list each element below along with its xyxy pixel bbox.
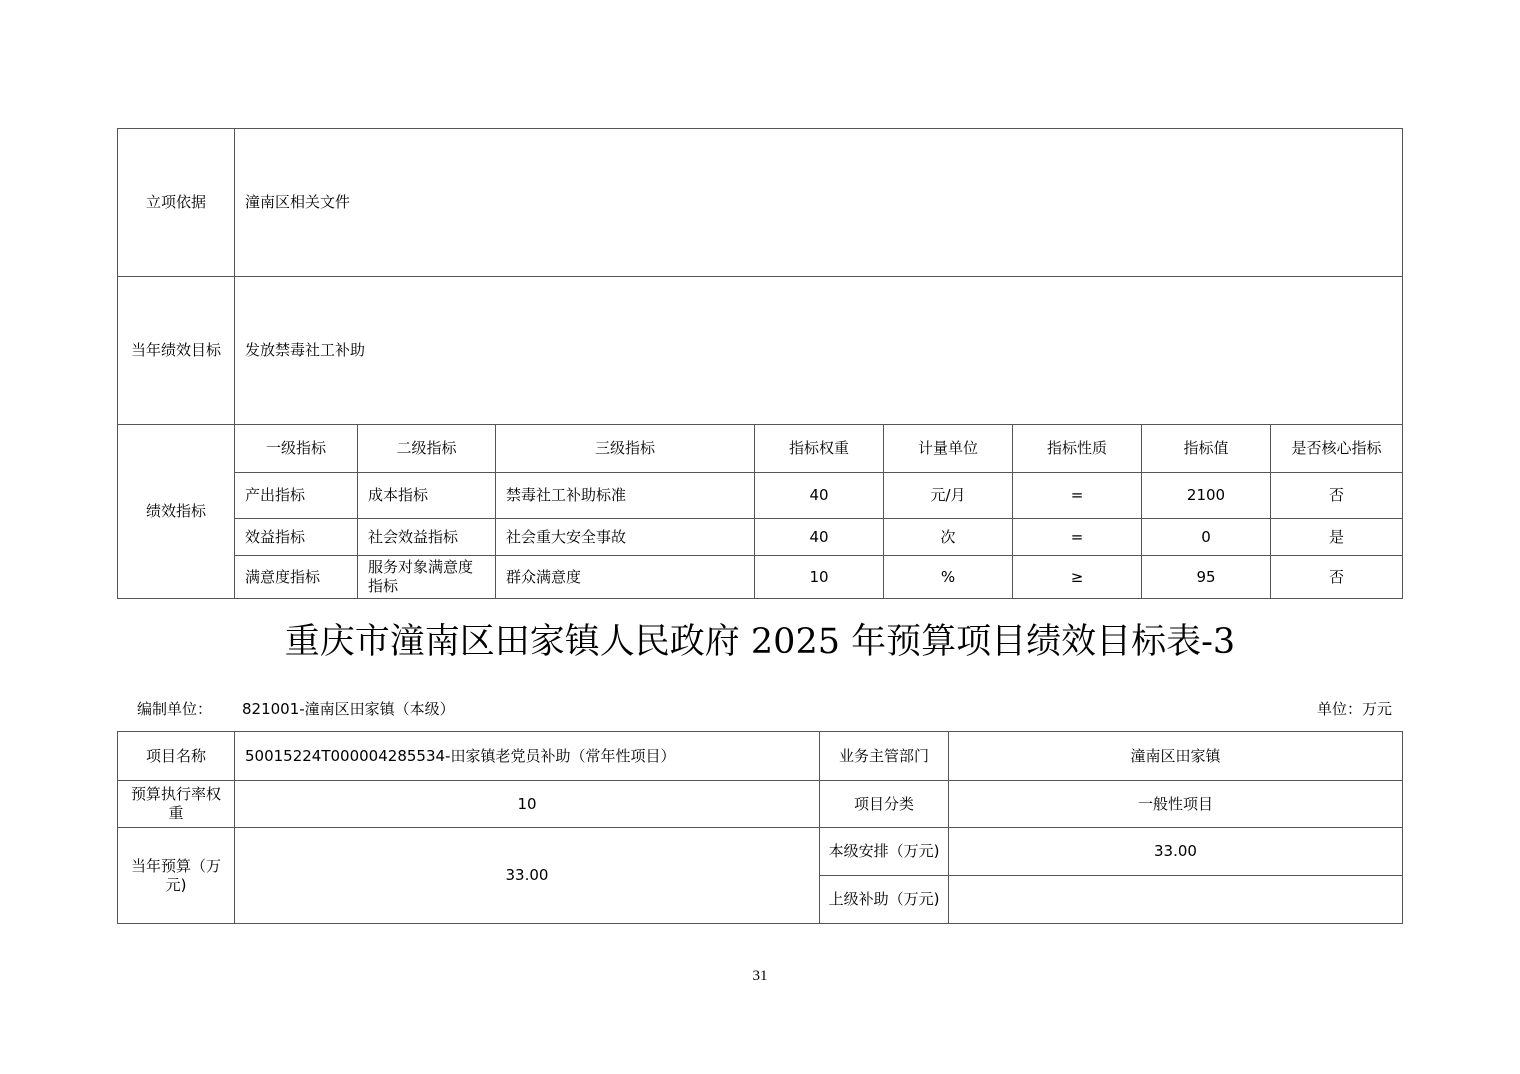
header-cell: 是否核心指标 (1271, 425, 1403, 473)
core-cell: 是 (1271, 519, 1403, 556)
indicators-label: 绩效指标 (118, 425, 235, 599)
dept-label: 业务主管部门 (820, 732, 949, 781)
page-number: 31 (752, 968, 768, 984)
basis-label: 立项依据 (118, 129, 235, 277)
weight-cell: 40 (755, 519, 884, 556)
level2-cell: 成本指标 (358, 473, 496, 519)
unit-cell: 次 (884, 519, 1013, 556)
project-name-value: 50015224T000004285534-田家镇老党员补助（常年性项目） (235, 732, 820, 781)
goal-label: 当年绩效目标 (118, 277, 235, 425)
local-label: 本级安排（万元) (820, 828, 949, 876)
table-row (118, 556, 1403, 599)
upper-label: 上级补助（万元) (820, 876, 949, 924)
unit-cell: 元/月 (884, 473, 1013, 519)
nature-cell: = (1013, 473, 1142, 519)
core-cell: 否 (1271, 473, 1403, 519)
level1-cell: 产出指标 (235, 473, 358, 519)
header-cell: 指标性质 (1013, 425, 1142, 473)
header-cell: 三级指标 (496, 425, 755, 473)
weight-cell: 10 (755, 556, 884, 599)
exec-rate-value: 10 (235, 781, 820, 828)
budget-label: 当年预算（万元) (118, 828, 235, 924)
header-cell: 计量单位 (884, 425, 1013, 473)
header-cell: 指标权重 (755, 425, 884, 473)
weight-cell: 40 (755, 473, 884, 519)
header-cell: 二级指标 (358, 425, 496, 473)
level3-cell: 群众满意度 (496, 556, 755, 599)
core-cell: 否 (1271, 556, 1403, 599)
level2-cell: 服务对象满意度指标 (358, 556, 496, 599)
project-info-table (117, 731, 1403, 924)
level3-cell: 社会重大安全事故 (496, 519, 755, 556)
value-cell: 2100 (1142, 473, 1271, 519)
table-row (118, 519, 1403, 556)
performance-indicator-table (117, 128, 1403, 599)
goal-value: 发放禁毒社工补助 (235, 277, 1403, 425)
nature-cell: = (1013, 519, 1142, 556)
table-row (118, 473, 1403, 519)
unit-label: 单位：万元 (1316, 700, 1392, 718)
basis-value: 潼南区相关文件 (235, 129, 1403, 277)
document-title: 重庆市潼南区田家镇人民政府 2025 年预算项目绩效目标表-3 (284, 622, 1236, 662)
unit-cell: % (884, 556, 1013, 599)
header-cell: 指标值 (1142, 425, 1271, 473)
level1-cell: 满意度指标 (235, 556, 358, 599)
header-cell: 一级指标 (235, 425, 358, 473)
category-value: 一般性项目 (949, 781, 1403, 828)
compile-unit-label: 编制单位： (137, 700, 213, 718)
level3-cell: 禁毒社工补助标准 (496, 473, 755, 519)
budget-value: 33.00 (235, 828, 820, 924)
nature-cell: ≥ (1013, 556, 1142, 599)
upper-value (949, 876, 1403, 924)
exec-rate-label: 预算执行率权重 (118, 781, 235, 828)
compile-unit-value: 821001-潼南区田家镇（本级） (242, 700, 455, 718)
value-cell: 0 (1142, 519, 1271, 556)
level1-cell: 效益指标 (235, 519, 358, 556)
local-value: 33.00 (949, 828, 1403, 876)
value-cell: 95 (1142, 556, 1271, 599)
level2-cell: 社会效益指标 (358, 519, 496, 556)
category-label: 项目分类 (820, 781, 949, 828)
dept-value: 潼南区田家镇 (949, 732, 1403, 781)
project-name-label: 项目名称 (118, 732, 235, 781)
